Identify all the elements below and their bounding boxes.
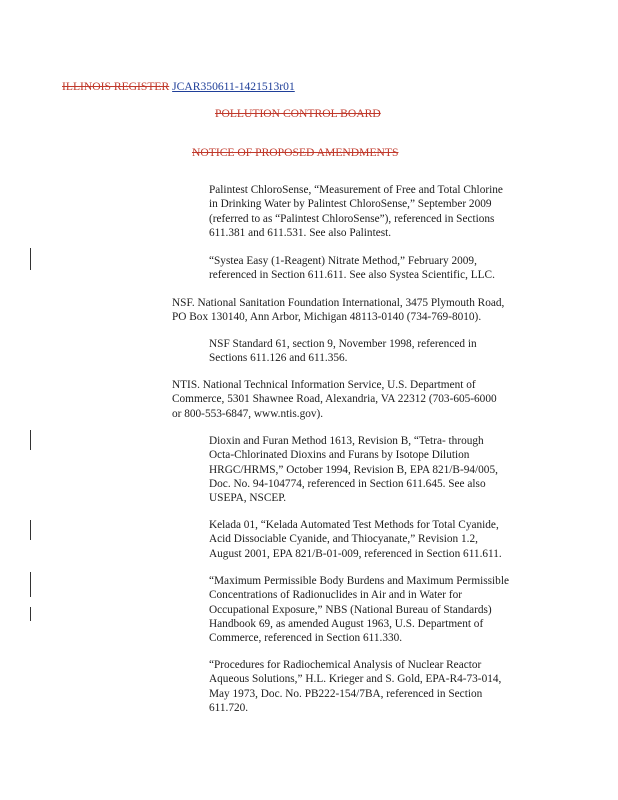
entry-line: NTIS. National Technical Information Service, U.S. Department of — [172, 379, 476, 391]
entry-line: Acid Dissociable Cyanide, and Thiocyanate,” Revision 1.2, — [209, 533, 478, 546]
entry-line: Doc. No. 94-104774, referenced in Section 611.645. See also — [209, 477, 486, 490]
change-bar — [30, 248, 31, 270]
notice-title: NOTICE OF PROPOSED AMENDMENTS — [192, 146, 399, 159]
entry-line: 611.720. — [209, 701, 249, 714]
entry-line: HRGC/HRMS,” October 1994, Revision B, EPA 821/B-94/005, — [209, 463, 498, 476]
entry-line: USEPA, NSCEP. — [209, 492, 287, 505]
reference-entry-dioxin-furan-1613 — [209, 434, 589, 505]
entry-line: in Drinking Water by Palintest ChloroSense,” September 2009 — [209, 198, 492, 211]
entry-line: “Procedures for Radiochemical Analysis of Nuclear Reactor — [209, 659, 482, 671]
entry-line: Octa-Chlorinated Dioxins and Furans by Isotope Dilution — [209, 449, 470, 462]
entry-line: NSF. National Sanitation Foundation International, 3475 Plymouth Road, — [172, 297, 505, 309]
reference-entry-palintest-chlorosense — [209, 183, 589, 240]
entry-line: “Systea Easy (1-Reagent) Nitrate Method,” February 2009, — [209, 255, 477, 267]
entry-line: referenced in Section 611.611. See also Systea Scientific, LLC. — [209, 269, 495, 282]
entry-line: Palintest ChloroSense, “Measurement of Free and Total Chlorine — [209, 184, 503, 196]
entry-line: Kelada 01, “Kelada Automated Test Methods for Total Cyanide, — [209, 519, 499, 531]
entry-line: 611.381 and 611.531. See also Palintest. — [209, 226, 392, 239]
entry-line: Commerce, 5301 Shawnee Road, Alexandria, VA 22312 (703-605-6000 — [172, 393, 497, 406]
entry-line: Commerce, referenced in Section 611.330. — [209, 632, 403, 645]
entry-line: May 1973, Doc. No. PB222-154/7BA, referenced in Section — [209, 687, 483, 700]
change-bar — [30, 572, 31, 597]
entry-line: (referred to as “Palintest ChloroSense”), referenced in Sections — [209, 212, 495, 225]
entry-line: August 2001, EPA 821/B-01-009, referenced in Section 611.611. — [209, 547, 502, 560]
change-bar — [30, 607, 31, 621]
reference-entry-kelada-01 — [209, 518, 589, 561]
entry-line: Sections 611.126 and 611.356. — [209, 352, 348, 365]
register-inserted-text: JCAR350611-1421513r01 — [172, 80, 295, 93]
reference-entry-ntis — [172, 378, 592, 421]
entry-line: NSF Standard 61, section 9, November 1998, referenced in — [209, 338, 477, 350]
reference-entry-systea-easy — [209, 254, 589, 283]
entry-line: Dioxin and Furan Method 1613, Revision B, “Tetra- through — [209, 435, 484, 447]
entry-line: Aqueous Solutions,” H.L. Krieger and S. Gold, EPA-R4-73-014, — [209, 673, 502, 686]
reference-entry-radiochemical-analysis — [209, 658, 589, 715]
register-deleted-text: ILLINOIS REGISTER — [62, 80, 170, 93]
change-bar — [30, 430, 31, 450]
entry-line: or 800-553-6847, www.ntis.gov). — [172, 407, 324, 420]
entry-line: Concentrations of Radionuclides in Air and in Water for — [209, 589, 463, 602]
change-bar — [30, 520, 31, 540]
board-title: POLLUTION CONTROL BOARD — [215, 107, 381, 120]
entry-line: “Maximum Permissible Body Burdens and Maximum Permissible — [209, 575, 509, 587]
entry-line: Handbook 69, as amended August 1963, U.S. Department of — [209, 617, 484, 630]
entry-line: PO Box 130140, Ann Arbor, Michigan 48113-0140 (734-769-8010). — [172, 311, 482, 324]
entry-line: Occupational Exposure,” NBS (National Bureau of Standards) — [209, 603, 492, 616]
reference-entry-nbs-handbook-69 — [209, 574, 589, 645]
reference-entry-nsf-standard-61 — [209, 337, 589, 366]
register-header — [62, 80, 295, 93]
reference-entry-nsf — [172, 296, 592, 325]
